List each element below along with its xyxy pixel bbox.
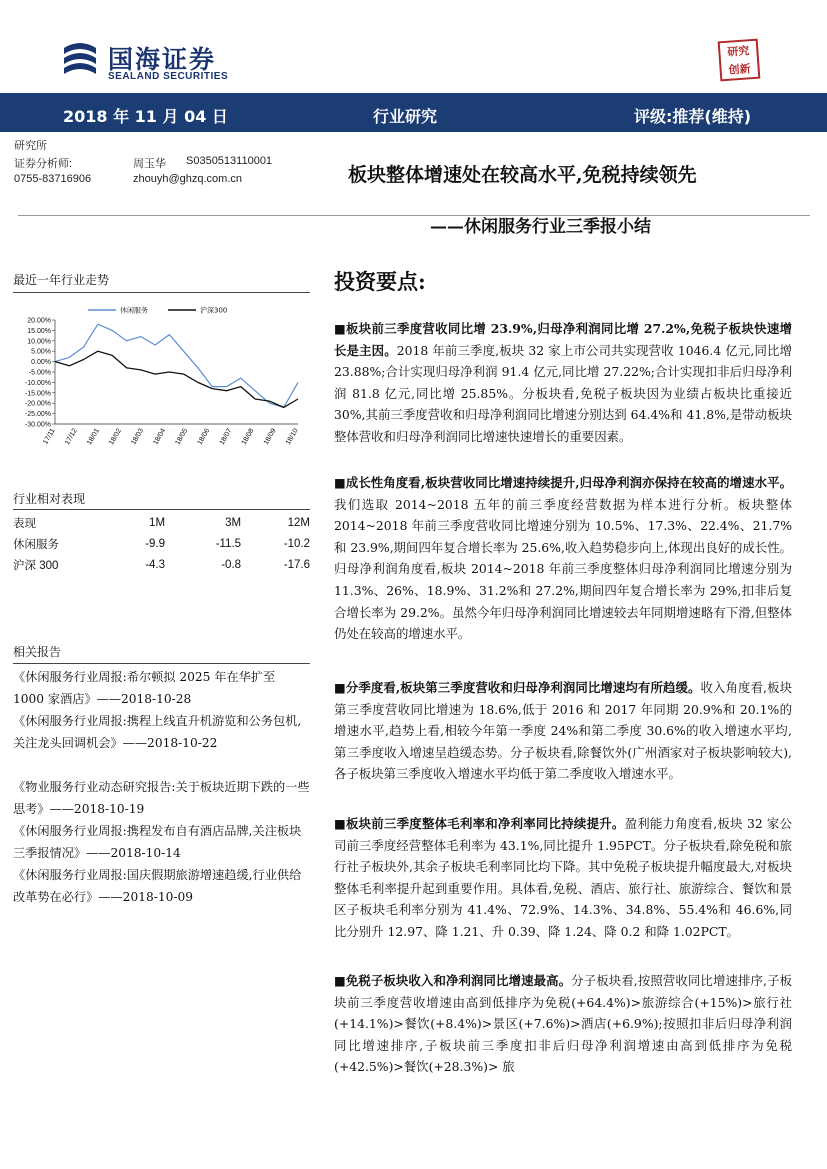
related-report-link[interactable]: 《休闲服务行业周报:希尔顿拟 2025 年在华扩至 1000 家酒店》——2018-10-28 (13, 670, 276, 706)
brand-name-en: SEALAND SECURITIES (108, 71, 229, 82)
chart-title: 最近一年行业走势 (13, 273, 110, 287)
invest-paragraph (334, 472, 792, 645)
analyst-name: 周玉华 (133, 158, 166, 170)
x-tick-label: 18/10 (284, 427, 300, 447)
x-tick-label: 17/11 (42, 427, 57, 446)
y-tick-label: 20.00% (27, 317, 51, 325)
paragraph-text: 收入角度看,板块第三季度营收同比增速为 18.6%,低于 2016 和 2017 年同期 20.9%和 20.1%的增速水平,趋势上看,相较今年第一季度 24%和第二季度 30.6%的收入增速水平均,第三季度收入增速呈趋缓态势。分子板块看,除餐饮外(广州酒家对子板块影响较大),各子板块第三季度收入增速水平均低于第二季度收入增速水平。 (334, 680, 792, 782)
report-category: 行业研究 (373, 107, 438, 126)
x-tick-label: 18/02 (108, 427, 124, 447)
invest-paragraph (334, 677, 792, 785)
x-tick-label: 18/07 (218, 427, 234, 447)
divider (13, 663, 310, 664)
y-tick-label: 5.00% (31, 348, 51, 356)
y-tick-label: -20.00% (24, 400, 51, 408)
paragraph-heading: ■成长性角度看,板块营收同比增速持续提升,归母净利润亦保持在较高的增速水平。 (334, 475, 792, 490)
report-date: 2018 年 11 月 04 日 (63, 107, 228, 126)
paragraph-heading: ■板块前三季度整体毛利率和净利率同比持续提升。 (334, 816, 625, 831)
industry-trend-chart (13, 298, 310, 460)
analyst-dept: 研究所 (14, 140, 47, 152)
legend-label: 沪深300 (200, 306, 228, 315)
x-tick-label: 18/09 (262, 427, 278, 447)
analyst-role: 证券分析师: (14, 158, 73, 170)
y-tick-label: -30.00% (24, 421, 51, 429)
table-cell: -4.3 (145, 558, 166, 571)
table-header-cell: 3M (225, 516, 242, 529)
table-cell: -0.8 (221, 558, 242, 571)
paragraph-text: 盈利能力角度看,板块 32 家公司前三季度经营整体毛利率为 43.1%,同比提升 1.95PCT。分子板块看,除免税和旅行社子板块外,其余子板块毛利率同比均下降。其中免税子板块提升幅度最大,对板块整体毛利率提升起到重要作用。具体看,免税、酒店、旅行社、旅游综合、餐饮和景区子板块毛利率分别为 41.4%、72.9%、14.3%、34.8%、55.4%和 46.6%,同比分别升 12.97、降 1.21、升 0.39、降 1.24、降 0.2 和降 1.02PCT。 (334, 816, 792, 939)
y-tick-label: -25.00% (24, 411, 51, 419)
table-header-cell: 1M (149, 516, 166, 529)
divider (18, 215, 810, 216)
y-tick-label: 10.00% (27, 338, 51, 346)
invest-paragraph (334, 970, 792, 1078)
paragraph-text: 分子板块看,按照营收同比增速排序,子板块前三季度营收增速由高到低排序为免税(+64.4%)>旅游综合(+15%)>旅行社(+14.1%)>餐饮(+8.4%)>景区(+7.6%)>酒店(+6.9%);按照扣非后归母净利润同比增速排序,子板块前三季度扣非后归母净利润增速由高到低排序为免税(+42.5%)>餐饮(+28.3%)> 旅 (334, 973, 792, 1075)
table-row (13, 554, 310, 575)
analyst-email[interactable]: zhouyh@ghzq.com.cn (133, 173, 243, 185)
y-tick-label: -5.00% (28, 369, 51, 377)
x-tick-label: 18/05 (174, 427, 190, 447)
brand-name-cn: 国海证券 (108, 45, 217, 74)
x-tick-label: 18/03 (130, 427, 146, 447)
performance-title: 行业相对表现 (13, 492, 86, 506)
table-cell: -11.5 (215, 537, 242, 550)
header-bar (0, 93, 827, 132)
y-tick-label: -15.00% (24, 390, 51, 398)
x-tick-label: 18/01 (86, 427, 101, 447)
research-seal (718, 39, 761, 82)
seal-line-2: 创新 (728, 62, 752, 77)
y-tick-label: 0.00% (31, 359, 51, 367)
performance-table (13, 512, 310, 575)
related-title: 相关报告 (13, 645, 62, 659)
table-cell: 沪深 300 (13, 559, 59, 572)
related-report-link[interactable]: 《休闲服务行业周报:携程发布自有酒店品牌,关注板块三季报情况》——2018-10-14 (13, 824, 302, 860)
rating: 评级:推荐(维持) (634, 107, 752, 126)
invest-title: 投资要点: (334, 269, 426, 294)
table-header-cell: 12M (287, 516, 310, 529)
related-report-link[interactable]: 《物业服务行业动态研究报告:关于板块近期下跌的一些思考》——2018-10-19 (13, 780, 310, 816)
table-row (13, 533, 310, 554)
paragraph-text: 我们选取 2014~2018 五年的前三季度经营数据为样本进行分析。板块整体 2014~2018 年前三季度营收同比增速分别为 10.5%、17.3%、22.4%、21.7%和 23.9%,期间四年复合增长率为 25.6%,收入趋势稳步向上,体现出良好的成长性。归母净利润角度看,板块 2014~2018 年前三季度整体归母净利润同比增速分别为 11.3%、26%、18.9%、31.2%和 27.2%,期间四年复合增长率为 29%,扣非后复合增长率为 29.2%。虽然今年归母净利润同比增速较去年同期增速略有下滑,但整体仍处在较高的增速水平。 (334, 496, 792, 642)
invest-paragraph (334, 318, 792, 448)
table-cell: -17.6 (283, 558, 310, 571)
divider (13, 292, 310, 293)
x-tick-label: 18/04 (152, 427, 168, 447)
analyst-phone: 0755-83716906 (14, 173, 92, 185)
x-tick-label: 18/06 (196, 427, 212, 447)
related-report-link[interactable]: 《休闲服务行业周报:携程上线直升机游览和公务包机,关注龙头回调机会》——2018-10-22 (13, 714, 302, 750)
paragraph-text: 2018 年前三季度,板块 32 家上市公司共实现营收 1046.4 亿元,同比增 23.88%;合计实现归母净利润 91.4 亿元,同比增 27.22%;合计实现扣非后归母净利润 81.8 亿元,同比增 25.85%。分板块看,免税子板块因为业绩占板块比重接近 30%,其前三季度营收和归母净利润同比增速分别达到 64.4%和 41.8%,是带动板块整体营收和归母净利润同比增速快速增长的重要因素。 (334, 342, 792, 444)
y-tick-label: 15.00% (27, 327, 51, 335)
x-tick-label: 17/12 (63, 427, 79, 447)
x-tick-label: 18/08 (240, 427, 256, 447)
series-line-leisure (55, 324, 298, 407)
series-line-hs300 (55, 351, 298, 407)
legend-label: 休闲服务 (120, 306, 148, 315)
divider (13, 509, 310, 510)
analyst-cert: S0350513110001 (186, 155, 273, 167)
table-header-cell: 表现 (13, 517, 36, 530)
report-title: 板块整体增速处在较高水平,免税持续领先 (348, 164, 697, 186)
sealand-logo-icon (60, 40, 100, 80)
table-cell: -9.9 (145, 537, 166, 550)
table-cell: -10.2 (283, 537, 310, 550)
table-header-row (13, 512, 310, 533)
paragraph-heading: ■板块前三季度营收同比增 23.9%,归母净利润同比增 27.2%,免税子板块快速增长是主因。 (334, 321, 792, 358)
seal-line-1: 研究 (726, 44, 750, 59)
paragraph-heading: ■分季度看,板块第三季度营收和归母净利润同比增速均有所趋缓。 (334, 680, 701, 695)
y-tick-label: -10.00% (24, 379, 51, 387)
invest-paragraph (334, 813, 792, 943)
paragraph-heading: ■免税子板块收入和净利润同比增速最高。 (334, 973, 572, 988)
related-report-link[interactable]: 《休闲服务行业周报:国庆假期旅游增速趋缓,行业供给改革势在必行》——2018-10-09 (13, 868, 302, 904)
table-cell: 休闲服务 (13, 538, 59, 551)
report-subtitle: ——休闲服务行业三季报小结 (430, 217, 651, 237)
